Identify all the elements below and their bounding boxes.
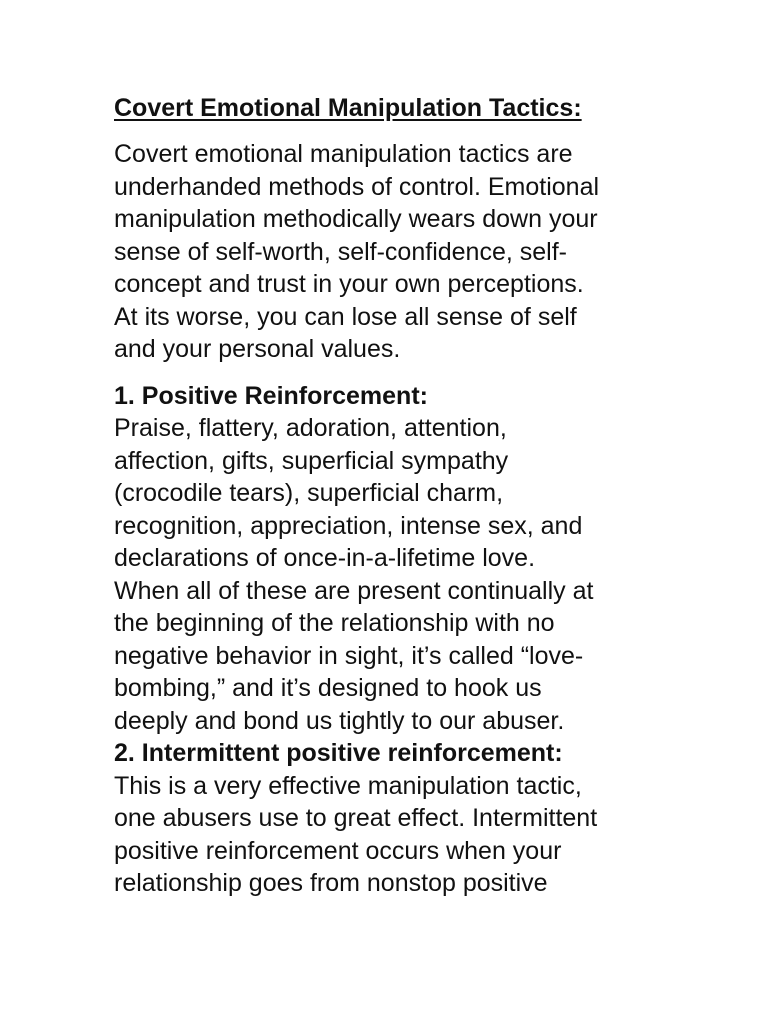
section-body	[114, 770, 674, 900]
body-line: bombing,” and it’s designed to hook us	[114, 674, 542, 702]
body-line: (crocodile tears), superficial charm,	[114, 479, 504, 507]
section-heading: 1. Positive Reinforcement:	[114, 381, 428, 410]
section-positive-reinforcement	[114, 380, 674, 738]
intro-line: and your personal values.	[114, 335, 401, 363]
section-intermittent-reinforcement	[114, 737, 674, 900]
body-line: affection, gifts, superficial sympathy	[114, 446, 509, 475]
intro-line: At its worse, you can lose all sense of self	[114, 302, 577, 331]
body-line: Praise, flattery, adoration, attention,	[114, 414, 507, 442]
section-body	[114, 412, 674, 737]
intro-paragraph	[114, 138, 674, 366]
intro-line: Covert emotional manipulation tactics are	[114, 140, 573, 168]
body-line: recognition, appreciation, intense sex, and	[114, 511, 583, 540]
intro-line: manipulation methodically wears down your	[114, 205, 598, 233]
body-line: deeply and bond us tightly to our abuser.	[114, 706, 565, 735]
body-line: This is a very effective manipulation tactic,	[114, 771, 582, 800]
body-line: negative behavior in sight, it’s called “love-	[114, 641, 584, 670]
intro-line: sense of self-worth, self-confidence, self-	[114, 237, 567, 266]
body-line: the beginning of the relationship with no	[114, 609, 555, 637]
body-line: one abusers use to great effect. Intermittent	[114, 804, 598, 832]
body-line: When all of these are present continually at	[114, 576, 594, 605]
body-line: declarations of once-in-a-lifetime love.	[114, 544, 536, 572]
document-page	[114, 90, 674, 900]
intro-line: underhanded methods of control. Emotional	[114, 172, 600, 201]
body-line: relationship goes from nonstop positive	[114, 869, 548, 897]
section-heading: 2. Intermittent positive reinforcement:	[114, 739, 563, 767]
intro-line: concept and trust in your own perceptions.	[114, 270, 584, 298]
body-line: positive reinforcement occurs when your	[114, 836, 562, 865]
document-title: Covert Emotional Manipulation Tactics:	[114, 94, 582, 122]
